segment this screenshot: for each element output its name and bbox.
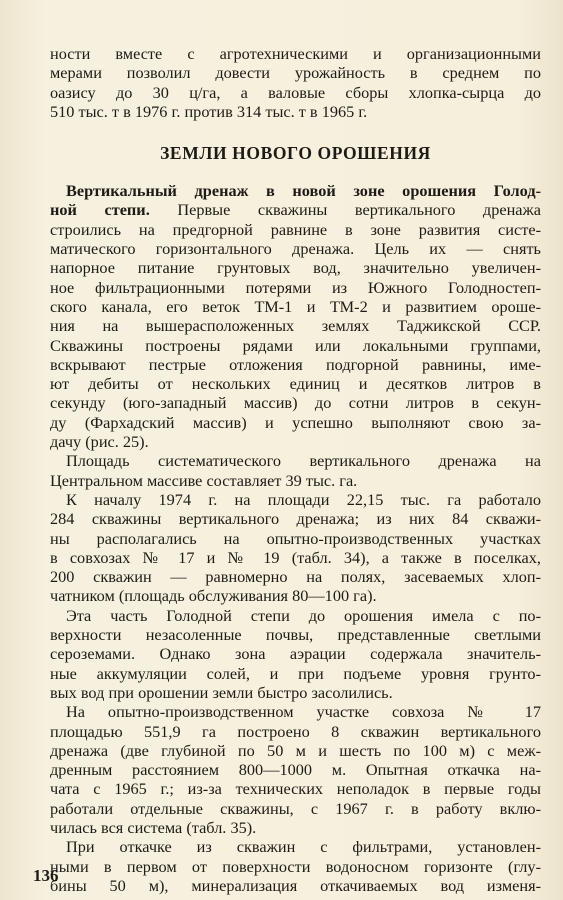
text-line: секунду (юго-западный массив) до сотни литров в секун-	[50, 393, 541, 413]
paragraph-area	[50, 451, 541, 490]
text-line: вскрывают пестрые отложения подгорной равнины, име-	[50, 354, 541, 374]
text-line: вых вод при орошении земли быстро засолились.	[50, 682, 393, 702]
text-line: Эта часть Голодной степи до орошения имела с по-	[66, 605, 541, 625]
text-line: ные аккумуляции солей, и при подъеме уровня грунто-	[50, 663, 541, 683]
text-line: ду (Фархадский массив) и успешно выполняют свою за-	[50, 412, 541, 432]
paragraph-sovkhoz-17	[50, 702, 541, 837]
paragraph-wells-1974	[50, 490, 541, 606]
text-line: 200 скважин — равномерно на полях, засеваемых хлоп-	[50, 567, 541, 587]
text-line: Центральном массиве составляет 39 тыс. га.	[50, 470, 358, 490]
paragraph-lead-bold: ной степи.	[50, 200, 150, 220]
text-line: напорное питание грунтовых вод, значительно увеличен-	[50, 258, 541, 278]
text-line	[50, 200, 541, 219]
text-line: дачу (рис. 25).	[50, 432, 149, 452]
text-line: ности вместе с агротехническими и организационными	[50, 44, 541, 63]
text-line: верхности незасоленные почвы, представленные светлыми	[50, 625, 541, 645]
text-line: Площадь систематического вертикального дренажа на	[66, 451, 541, 471]
text-line: На опытно-производственном участке совхоза № 17	[66, 702, 541, 722]
text-fragment: Первые скважины вертикального дренажа	[149, 200, 541, 220]
text-line: дренным расстоянием 800—1000 м. Опытная откачка на-	[50, 760, 541, 780]
text-line: ют дебиты от нескольких единиц и десятков литров в	[50, 374, 541, 394]
page-number: 136	[33, 866, 59, 885]
paragraph-lead-bold: Вертикальный дренаж в новой зоне орошения Голод-	[66, 181, 541, 201]
text-line: матического горизонтального дренажа. Цель их — снять	[50, 239, 541, 259]
section-heading: ЗЕМЛИ НОВОГО ОРОШЕНИЯ	[160, 143, 431, 164]
paragraph-pumping	[50, 837, 541, 895]
intro-paragraph	[50, 44, 541, 121]
text-line: ное фильтрационными потерями из Южного Голодностеп-	[50, 277, 541, 297]
text-line: работали отдельные скважины, с 1967 г. в работу вклю-	[50, 798, 541, 818]
text-line: При откачке из скважин с фильтрами, установлен-	[66, 837, 541, 857]
text-line: 510 тыс. т в 1976 г. против 314 тыс. т в 1965 г.	[50, 101, 368, 121]
paragraph-vertical-drainage	[50, 181, 541, 451]
text-line: площадью 551,9 га построено 8 скважин вертикального	[50, 721, 541, 741]
text-line: чатником (площадь обслуживания 80—100 га).	[50, 586, 377, 606]
text-line: в совхозах № 17 и № 19 (табл. 34), а также в поселках,	[50, 547, 541, 567]
text-line: ны располагались на опытно-производственных участках	[50, 528, 541, 548]
text-line: сероземами. Однако зона аэрации содержала значитель-	[50, 644, 541, 664]
text-line: ными в первом от поверхности водоносном горизонте (глу-	[50, 856, 541, 876]
text-line: мерами позволил довести урожайность в среднем по	[50, 63, 541, 83]
text-line: чата с 1965 г.; из-за технических неполадок в первые годы	[50, 779, 541, 799]
text-line: оазису до 30 ц/га, а валовые сборы хлопка-сырца до	[50, 82, 541, 102]
text-line: бины 50 м), минерализация откачиваемых вод изменя-	[50, 875, 541, 895]
text-line: дренажа (две глубиной по 50 м и шесть по 100 м) с меж-	[50, 740, 541, 760]
text-line: К началу 1974 г. на площади 22,15 тыс. га работало	[66, 489, 541, 509]
text-line: Скважины построены рядами или локальными группами,	[50, 335, 541, 355]
text-line: чилась вся система (табл. 35).	[50, 817, 257, 837]
text-line: ского канала, его веток ТМ-1 и ТМ-2 и развитием ороше-	[50, 296, 541, 316]
text-line: ния на вышерасположенных землях Таджикской ССР.	[50, 316, 541, 336]
paragraph-soils	[50, 606, 541, 702]
text-line: строились на предгорной равнине в зоне развития систе-	[50, 219, 541, 239]
text-line: 284 скважины вертикального дренажа; из них 84 скважи-	[50, 509, 541, 529]
